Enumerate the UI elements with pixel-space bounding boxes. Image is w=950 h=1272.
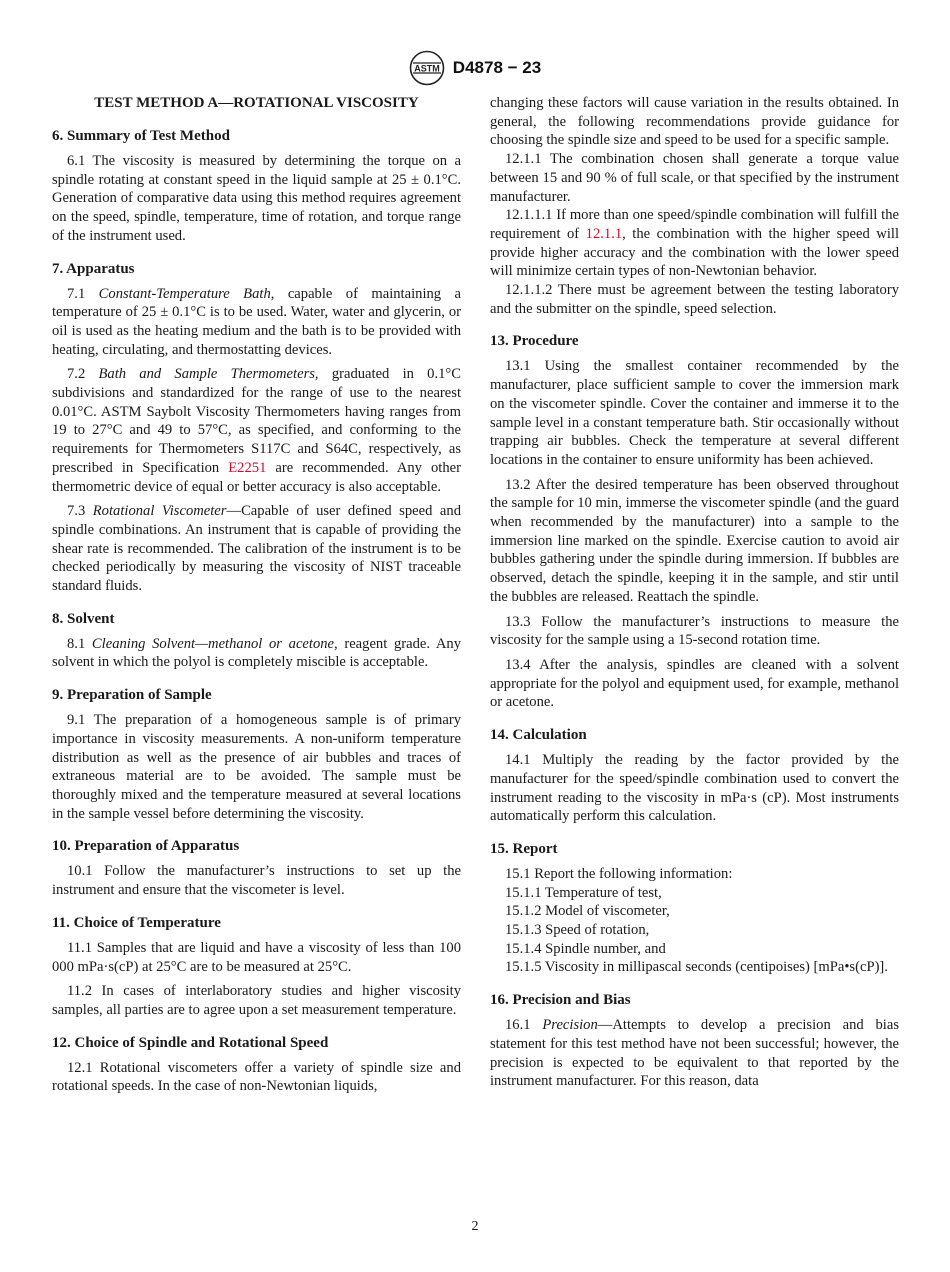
paragraph-13-1: 13.1 Using the smallest container recommended by the manufacturer, place sufficient sample to cover the immersion mark on the viscometer spindle. Cover the container and immerse it to the sample level in a constant temperature bath. Stir occasionally without trapping air bubbles. Check the temperature at several different locations in the container to ensure uniformity has been achieved.: [490, 358, 899, 468]
section-11-heading: 11. Choice of Temperature: [52, 914, 221, 931]
paragraph-13-4: 13.4 After the analysis, spindles are cleaned with a solvent appropriate for the polyol and equipment used, for example, methanol or acetone.: [490, 656, 899, 711]
list-item: 15.1.3 Speed of rotation,: [505, 922, 650, 939]
paragraph-12-1-continued: changing these factors will cause variation in the results obtained. In general, the following recommendations provide guidance for choosing the spindle size and speed to be used for a specific sample.: [490, 95, 899, 149]
list-item: 15.1.1 Temperature of test,: [505, 884, 662, 901]
page-number: 2: [471, 1219, 479, 1234]
paragraph-13-2: 13.2 After the desired temperature has been observed throughout the sample for 10 min, immerse the viscometer spindle (and the guard when recommended by the manufacturer) into a sample to the immersion line marked on the spindle. Exercise caution to avoid air bubbles gathering under the spindle during immersion. If bubbles are observed, detach the spindle, keeping it in the sample, and stir until the bubbles are released. Reattach the spindle.: [490, 476, 899, 605]
list-item: 15.1 Report the following information:: [505, 865, 733, 882]
paragraph-6-1: 6.1 The viscosity is measured by determining the torque on a spindle rotating at constant speed in the liquid sample at 25 ± 0.1°C. Generation of comparative data using this method requires agreement on the speed, spindle, temperature, time of rotation, and torque range of the instrument used.: [52, 153, 461, 244]
paragraph-7-1: 7.1 Constant-Temperature Bath, capable of maintaining a temperature of 25 ± 0.1°C is to be used. Water, water and glycerin, or oil is used as the heating medium and the bath is to be provided with heating, circulating, and thermostatting devices.: [52, 285, 461, 358]
section-6-heading: 6. Summary of Test Method: [52, 128, 230, 144]
test-method-title: TEST METHOD A—ROTATIONAL VISCOSITY: [94, 95, 419, 111]
paragraph-7-3: 7.3 Rotational Viscometer—Capable of user defined speed and spindle combinations. An instrument that is capable of providing the shear rate is recommended. The calibration of the instrument is to be checked periodically by measuring the viscosity of NIST traceable standard fluids.: [52, 503, 461, 595]
section-12-heading: 12. Choice of Spindle and Rotational Speed: [52, 1034, 329, 1051]
list-item: 15.1.2 Model of viscometer,: [505, 903, 670, 920]
paragraph-8-1: 8.1 Cleaning Solvent—methanol or acetone, reagent grade. Any solvent in which the polyol is completely miscible is acceptable.: [52, 635, 462, 671]
section-8-heading: 8. Solvent: [52, 610, 115, 627]
paragraph-11-2: 11.2 In cases of interlaboratory studies and higher viscosity samples, all parties are to agree upon a set measurement temperature.: [52, 983, 461, 1018]
link-e2251[interactable]: E2251: [228, 459, 267, 476]
paragraph-7-2: 7.2 Bath and Sample Thermometers, graduated in 0.1°C subdivisions and standardized for the range of use to the nearest 0.01°C. ASTM Saybolt Viscosity Thermometers having ranges from 19 to 27°C and 49 to 57°C, as specified, and conforming to the requirements for Thermometers S117C and S64C, respectively, as prescribed in Specification E2251 are recommended. Any other thermometric device of equal or better accuracy is also acceptable.: [52, 366, 461, 495]
paragraph-16-1: 16.1 Precision—Attempts to develop a precision and bias statement for this test method have not been successful; however, the precision is expected to be equivalent to that reported by the instrument manufacturer. For this reason, data: [490, 1017, 900, 1090]
list-item: 15.1.4 Spindle number, and: [505, 940, 666, 957]
section-7-heading: 7. Apparatus: [52, 260, 135, 277]
svg-text:ASTM: ASTM: [414, 63, 440, 74]
paragraph-14-1: 14.1 Multiply the reading by the factor provided by the manufacturer for the speed/spindle combination used to convert the instrument reading to the viscosity in mPa·s (cP). Most instruments automatically perform this calculation.: [490, 752, 899, 825]
paragraph-9-1: 9.1 The preparation of a homogeneous sample is of primary importance in viscosity measurements. A non-uniform temperature distribution as well as the presence of air bubbles and traces of extraneous material are to be avoided. The sample must be thoroughly mixed and the temperature measured at several locations in the sample vessel before determining the viscosity.: [52, 712, 461, 822]
section-9-heading: 9. Preparation of Sample: [52, 687, 212, 704]
section-15-heading: 15. Report: [490, 840, 558, 857]
paragraph-12-1-1: 12.1.1 The combination chosen shall generate a torque value between 15 and 90 % of full scale, or that specified by the instrument manufacturer.: [490, 151, 899, 205]
paragraph-13-3: 13.3 Follow the manufacturer’s instructions to measure the viscosity for the sample using a 15-second rotation time.: [490, 613, 899, 649]
section-13-heading: 13. Procedure: [490, 333, 579, 350]
paragraph-12-1: 12.1 Rotational viscometers offer a variety of spindle size and rotational speeds. In the case of non-Newtonian liquids,: [52, 1059, 461, 1095]
link-12-1-1[interactable]: 12.1.1: [585, 225, 623, 242]
section-10-heading: 10. Preparation of Apparatus: [52, 838, 240, 855]
document-id: D4878 − 23: [452, 58, 542, 77]
paragraph-12-1-1-1: 12.1.1.1 If more than one speed/spindle combination will fulfill the requirement of 12.1.1, the combination with the higher speed will provide higher accuracy and the combination with the lower speed will minimize certain types of non-Newtonian behavior.: [490, 207, 899, 280]
page-header: [0, 50, 950, 86]
paragraph-12-1-1-2: 12.1.1.2 There must be agreement between the testing laboratory and the submitter on the spindle, speed selection.: [490, 282, 899, 317]
astm-logo-icon: [409, 50, 445, 86]
paragraph-15-1-5: 15.1.5 Viscosity in millipascal seconds (centipoises) [mPa•s(cP)].: [505, 959, 888, 976]
right-column: [490, 94, 899, 1097]
section-16-heading: 16. Precision and Bias: [490, 992, 631, 1009]
paragraph-10-1: 10.1 Follow the manufacturer’s instructions to set up the instrument and ensure that the viscometer is level.: [52, 863, 461, 899]
section-14-heading: 14. Calculation: [490, 727, 587, 744]
left-column: [52, 94, 461, 1102]
paragraph-11-1: 11.1 Samples that are liquid and have a viscosity of less than 100 000 mPa·s(cP) at 25°C are to be measured at 25°C.: [52, 939, 461, 975]
